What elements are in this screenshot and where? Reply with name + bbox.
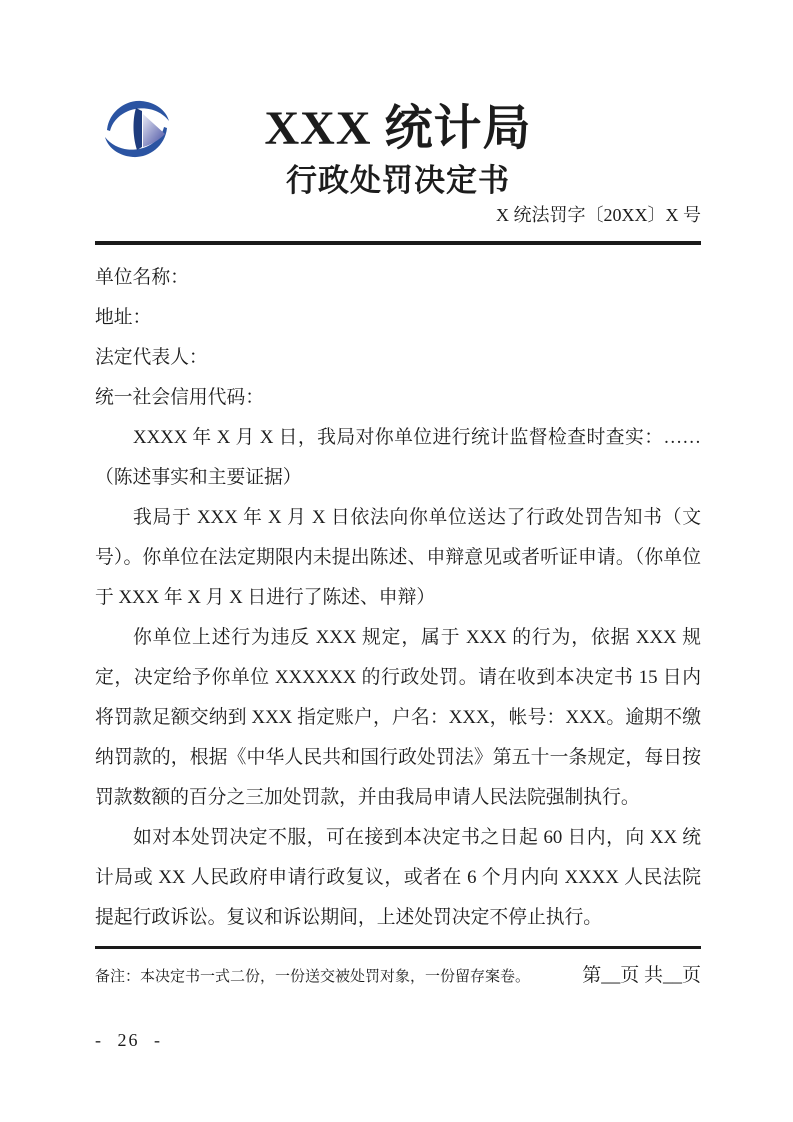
recipient-field-address: 地址：: [95, 306, 152, 328]
recipient-field-credit-code: 统一社会信用代码：: [95, 386, 265, 408]
document-title: 行政处罚决定书: [286, 163, 510, 198]
paragraph-appeal-rights: 如对本处罚决定不服，可在接到本决定书之日起 60 日内，向 XX 统计局或 XX 人民政府申请行政复议，或者在 6 个月内向 XXXX 人民法院提起行政诉讼。复议和诉讼期间，上述处罚决定不停止执行。: [95, 826, 701, 928]
statistics-bureau-logo-icon: [105, 99, 169, 159]
paragraph-penalty-decision: 你单位上述行为违反 XXX 规定，属于 XXX 的行为，依据 XXX 规定，决定给予你单位 XXXXXX 的行政处罚。请在收到本决定书 15 日内将罚款足额交纳到 XXX 指定账户，户名：XXX，帐号：XXX。逾期不缴纳罚款的，根据《中华人民共和国行政处罚法》第五十一条规定，每日按罚款数额的百分之三加处罚款，并由我局申请人民法院强制执行。: [95, 626, 701, 808]
footer-note: 备注：本决定书一式二份，一份送交被处罚对象，一份留存案卷。: [95, 969, 531, 985]
agency-title: XXX 统计局: [264, 102, 532, 155]
document-footer: [95, 964, 701, 989]
document-number: X 统法罚字〔20XX〕X 号: [496, 205, 701, 225]
header-rule: [95, 241, 701, 245]
paragraph-facts: XXXX 年 X 月 X 日，我局对你单位进行统计监督检查时查实：……（陈述事实和主要证据）: [95, 426, 701, 488]
document-header: [95, 0, 701, 245]
logo-stem: [133, 108, 142, 150]
paragraph-notification: 我局于 XXX 年 X 月 X 日依法向你单位送达了行政处罚告知书（文号）。你单位在法定期限内未提出陈述、申辩意见或者听证申请。（你单位于 XXX 年 X 月 X 日进行了陈述、申辩）: [95, 506, 701, 608]
page-number: - 26 -: [95, 1030, 162, 1050]
recipient-field-unit-name: 单位名称：: [95, 266, 189, 288]
footer-rule: [95, 946, 701, 950]
pagination: 第__页 共__页: [582, 965, 701, 986]
document-body: [95, 258, 701, 942]
recipient-field-legal-representative: 法定代表人：: [95, 346, 208, 368]
